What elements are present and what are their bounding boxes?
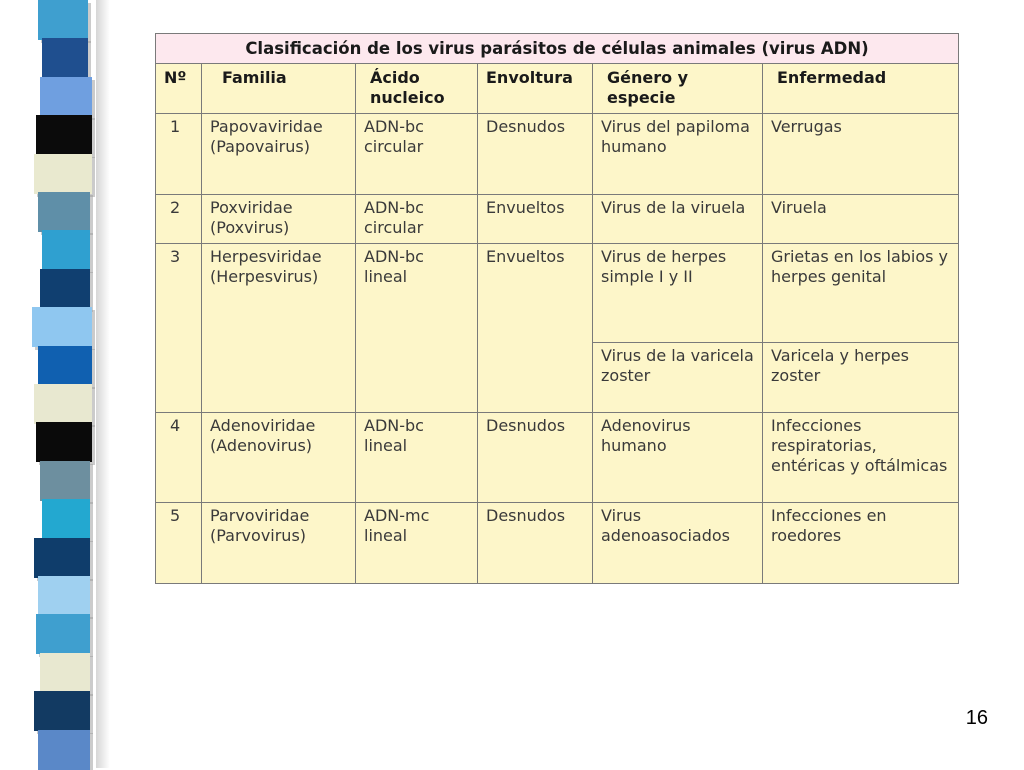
band-stripe <box>42 230 90 270</box>
cell-genero: Adenovirus humano <box>593 413 763 503</box>
band-shadow <box>96 0 110 768</box>
cell-acido: ADN-bc circular <box>356 195 478 244</box>
cell-envoltura: Desnudos <box>478 114 593 195</box>
cell-envoltura: Desnudos <box>478 413 593 503</box>
cell-envoltura: Envueltos <box>478 195 593 244</box>
band-stripe <box>32 307 92 347</box>
cell-familia: Papovaviridae (Papovairus) <box>202 114 356 195</box>
page-number: 16 <box>965 707 988 729</box>
band-stripe <box>40 461 90 501</box>
band-stripe <box>36 614 90 654</box>
virus-classification-table-frame <box>155 33 958 583</box>
band-stripe <box>40 653 90 693</box>
cell-num: 2 <box>156 195 202 244</box>
cell-genero: Virus de la varicela zoster <box>593 343 763 413</box>
header-familia: Familia <box>202 64 356 114</box>
table-row <box>156 503 959 584</box>
band-stripe <box>34 538 90 578</box>
header-acido-nucleico: Ácido nucleico <box>356 64 478 114</box>
cell-familia: Parvoviridae (Parvovirus) <box>202 503 356 584</box>
header-row <box>156 64 959 114</box>
cell-enfermedad: Verrugas <box>763 114 959 195</box>
cell-enfermedad: Varicela y herpes zoster <box>763 343 959 413</box>
cell-acido: ADN-bc circular <box>356 114 478 195</box>
cell-num: 4 <box>156 413 202 503</box>
cell-num: 3 <box>156 244 202 413</box>
cell-familia: Adenoviridae (Adenovirus) <box>202 413 356 503</box>
cell-acido: ADN-bc lineal <box>356 244 478 413</box>
cell-enfermedad: Viruela <box>763 195 959 244</box>
header-genero-especie: Género y especie <box>593 64 763 114</box>
cell-genero: Virus de la viruela <box>593 195 763 244</box>
band-stripe <box>34 691 90 731</box>
band-stripe <box>42 38 88 78</box>
cell-genero: Virus del papiloma humano <box>593 114 763 195</box>
cell-genero: Virus adenoasociados <box>593 503 763 584</box>
band-stripe <box>34 384 92 424</box>
cell-acido: ADN-bc lineal <box>356 413 478 503</box>
cell-num: 5 <box>156 503 202 584</box>
band-stripe <box>40 269 90 309</box>
table-title: Clasificación de los virus parásitos de células animales (virus ADN) <box>156 34 959 64</box>
cell-familia: Poxviridae (Poxvirus) <box>202 195 356 244</box>
band-stripe <box>38 730 90 770</box>
band-stripe <box>38 346 92 386</box>
table-row <box>156 195 959 244</box>
virus-classification-table <box>155 33 959 584</box>
band-stripe <box>36 422 92 462</box>
header-envoltura: Envoltura <box>478 64 593 114</box>
table-row <box>156 413 959 503</box>
header-enfermedad: Enfermedad <box>763 64 959 114</box>
band-stripe <box>38 192 90 232</box>
cell-envoltura: Envueltos <box>478 244 593 413</box>
cell-acido: ADN-mc lineal <box>356 503 478 584</box>
band-stripe <box>36 115 92 155</box>
cell-familia: Herpesviridae (Herpesvirus) <box>202 244 356 413</box>
band-stripe <box>38 0 88 40</box>
band-stripe <box>38 576 90 616</box>
cell-enfermedad: Infecciones respiratorias, entéricas y oftálmicas <box>763 413 959 503</box>
header-num: Nº <box>156 64 202 114</box>
band-stripe <box>40 77 92 117</box>
title-row <box>156 34 959 64</box>
cell-enfermedad: Grietas en los labios y herpes genital <box>763 244 959 343</box>
cell-num: 1 <box>156 114 202 195</box>
cell-genero: Virus de herpes simple I y II <box>593 244 763 343</box>
table-row <box>156 244 959 343</box>
band-stripe <box>42 499 90 539</box>
table-row <box>156 114 959 195</box>
decorative-stripe-band <box>28 0 106 768</box>
cell-envoltura: Desnudos <box>478 503 593 584</box>
cell-enfermedad: Infecciones en roedores <box>763 503 959 584</box>
band-stripe <box>34 154 92 194</box>
